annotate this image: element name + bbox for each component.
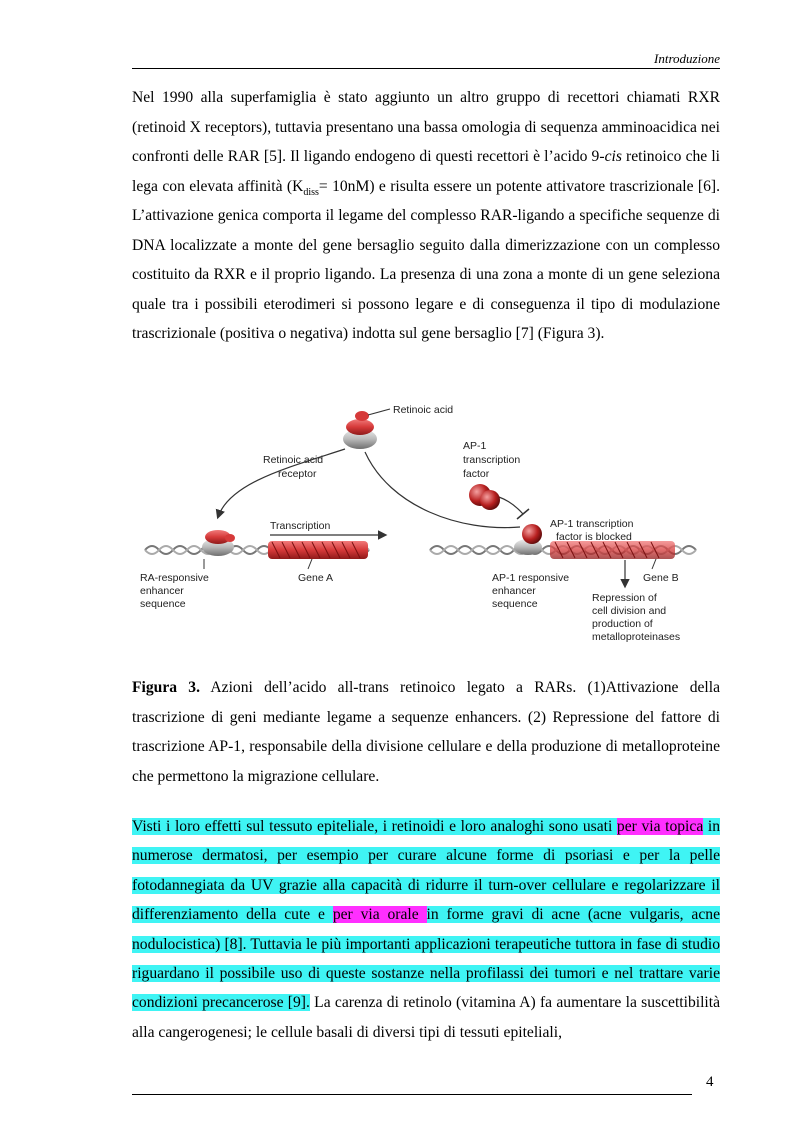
receptor-complex-left [202, 530, 235, 556]
p1-text-c: = 10nM) e risulta essere un potente attivatore trascrizionale [6]. L’attivazione genica comporta il legame del complesso RAR-ligando a specifiche sequenze di DNA localizzate a monte del gene bersaglio seguito dalla dimerizzazione con un complesso costituito da RXR e il proprio ligando. La presenza di una zona a monte di un gene seleziona quale tra i possibili eterodimeri si possono legare e di conseguenza il tipo di modulazione trascrizionale (positiva o negativa) indotta sul gene bersaglio [7] (Figura 3). [132, 177, 720, 342]
footer-rule [132, 1094, 692, 1095]
ap1-factor-free [469, 484, 500, 510]
label-repr-3: production of [592, 618, 653, 630]
label-ap1-2: transcription [463, 454, 521, 466]
p2-highlight-topica: per via topica [616, 818, 704, 835]
label-ra-1: RA-responsive [140, 572, 209, 584]
label-repr-1: Repression of [592, 592, 657, 604]
label-ap1-1: AP-1 [463, 440, 487, 452]
gene-b-bar [550, 541, 675, 559]
paragraph-rxr [132, 83, 720, 349]
label-ap1resp-1: AP-1 responsive [492, 572, 570, 584]
p2-highlight-b: in numerose dermatosi, per esempio per curare alcune forme di psoriasi e per la pelle fotodannegiata da UV grazie alla capacità di ridurre il turn-over cellulare e regolarizzare il differenziamento della cute e [132, 818, 721, 924]
label-receptor-2: receptor [278, 468, 317, 480]
p1-cis: cis [604, 148, 622, 165]
p1-sub-diss: diss [303, 186, 319, 198]
label-ra-3: sequence [140, 598, 186, 610]
figure-caption [132, 673, 720, 791]
running-header [132, 50, 720, 69]
label-transcription: Transcription [270, 520, 331, 532]
label-retinoic-acid: Retinoic acid [393, 404, 454, 416]
label-blocked-2: factor is blocked [556, 531, 632, 543]
header-section: Introduzione [654, 51, 720, 66]
label-gene-b: Gene B [643, 572, 679, 584]
label-receptor-1: Retinoic acid [263, 454, 324, 466]
block-bar [517, 509, 529, 519]
paragraph-therapeutic [132, 812, 720, 1047]
label-ap1resp-2: enhancer [492, 585, 536, 597]
p1-text-a: Nel 1990 alla superfamiglia è stato aggiunto un altro gruppo di recettori chiamati RXR (retinoid X receptors), tuttavia presentano una bassa omologia di sequenza amminoacidica nei confronti delle RAR [5]. Il ligando endogeno di questi recettori è l’acido 9- [132, 89, 720, 165]
p2-highlight-c: in forme gravi di acne (acne vulgaris, acne nodulocistica) [8]. Tuttavia le più importanti applicazioni terapeutiche tuttora in fase di studio riguardano il possibile uso di queste sostanze nella profilassi dei tumori e nel trattare varie condizioni precancerose [9]. [132, 906, 720, 1012]
label-ra-2: enhancer [140, 585, 184, 597]
retinoic-acid-receptor-top [343, 411, 377, 449]
label-blocked-1: AP-1 transcription [550, 518, 634, 530]
p2-highlight-orale: per via orale [332, 906, 427, 924]
label-ap1resp-3: sequence [492, 598, 538, 610]
page-number: 4 [706, 1074, 714, 1090]
figure-3-diagram [140, 397, 710, 644]
label-repr-2: cell division and [592, 605, 667, 617]
p1-text-b: retinoico che li lega con elevata affinità (K [132, 148, 720, 195]
caption-text: Azioni dell’acido all-trans retinoico legato a RARs. (1)Attivazione della trascrizione di geni mediante legame a sequenze enhancers. (2) Repressione del fattore di trascrizione AP-1, responsabile della divisione cellulare e della produzione di metalloproteine che permettono la migrazione cellulare. [132, 679, 721, 785]
label-gene-a: Gene A [298, 572, 334, 584]
leader-retinoic-acid [368, 409, 390, 415]
label-repr-4: metalloproteinases [592, 631, 681, 643]
receptor-complex-right [514, 524, 542, 555]
p2-highlight-a: Visti i loro effetti sul tessuto epiteliale, i retinoidi e loro analoghi sono usati [132, 818, 617, 835]
caption-label: Figura 3. [132, 679, 200, 696]
p2-text-d: La carenza di retinolo (vitamina A) fa aumentare la suscettibilità alla cangerogenesi; le cellule basali di diversi tipi di tessuti epiteliali, [132, 994, 720, 1041]
label-ap1-3: factor [463, 468, 490, 480]
